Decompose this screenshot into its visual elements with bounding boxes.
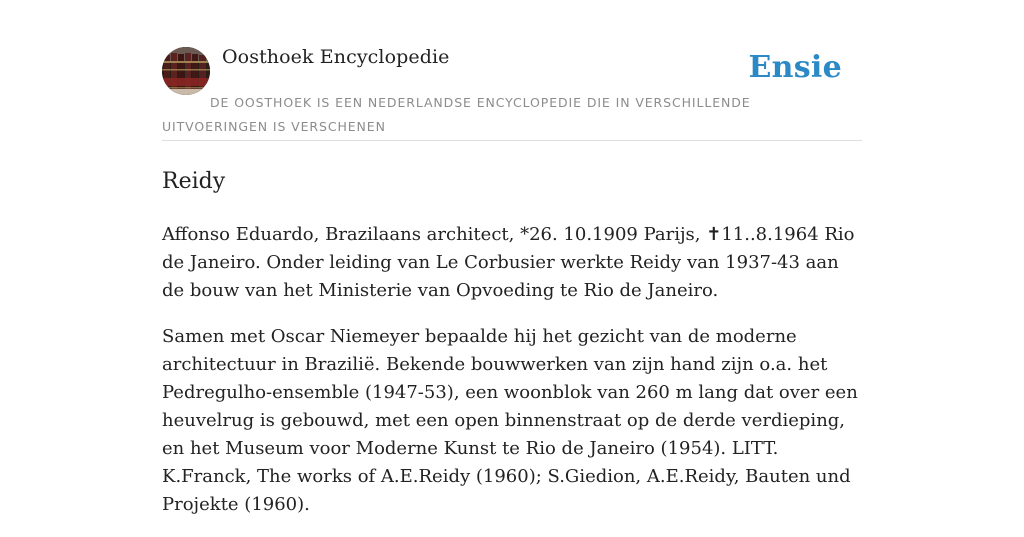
entry-paragraph: Affonso Eduardo, Brazilaans architect, *26. 10.1909 Parijs, ✝11..8.1964 Rio de Janeiro. Onder leiding van Le Corbusier werkte Reidy van 1937-43 aan de bouw van het Ministerie van Opvoeding te Rio de Janeiro.: [162, 224, 855, 301]
entry-body: [162, 221, 862, 519]
brand-logo[interactable]: Ensie: [748, 50, 842, 85]
site-header: [162, 44, 862, 141]
site-tagline: DE OOSTHOEK IS EEN NEDERLANDSE ENCYCLOPEDIE DIE IN VERSCHILLENDE UITVOERINGEN IS VERSCHENEN: [162, 95, 751, 134]
page: [162, 44, 862, 537]
site-title[interactable]: Oosthoek Encyclopedie: [222, 46, 450, 68]
entry-title: Reidy: [162, 169, 226, 194]
entry-paragraph: Samen met Oscar Niemeyer bepaalde hij het gezicht van de moderne architectuur in Brazilië. Bekende bouwwerken van zijn hand zijn o.a. het Pedregulho-ensemble (1947-53), een woonblok van 260 m lang dat over een heuvelrug is gebouwd, met een open binnenstraat op de derde verdieping, en het Museum voor Moderne Kunst te Rio de Janeiro (1954). LITT. K.Franck, The works of A.E.Reidy (1960); S.Giedion, A.E.Reidy, Bauten und Projekte (1960).: [162, 326, 858, 515]
encyclopedia-books-icon[interactable]: [162, 47, 210, 95]
